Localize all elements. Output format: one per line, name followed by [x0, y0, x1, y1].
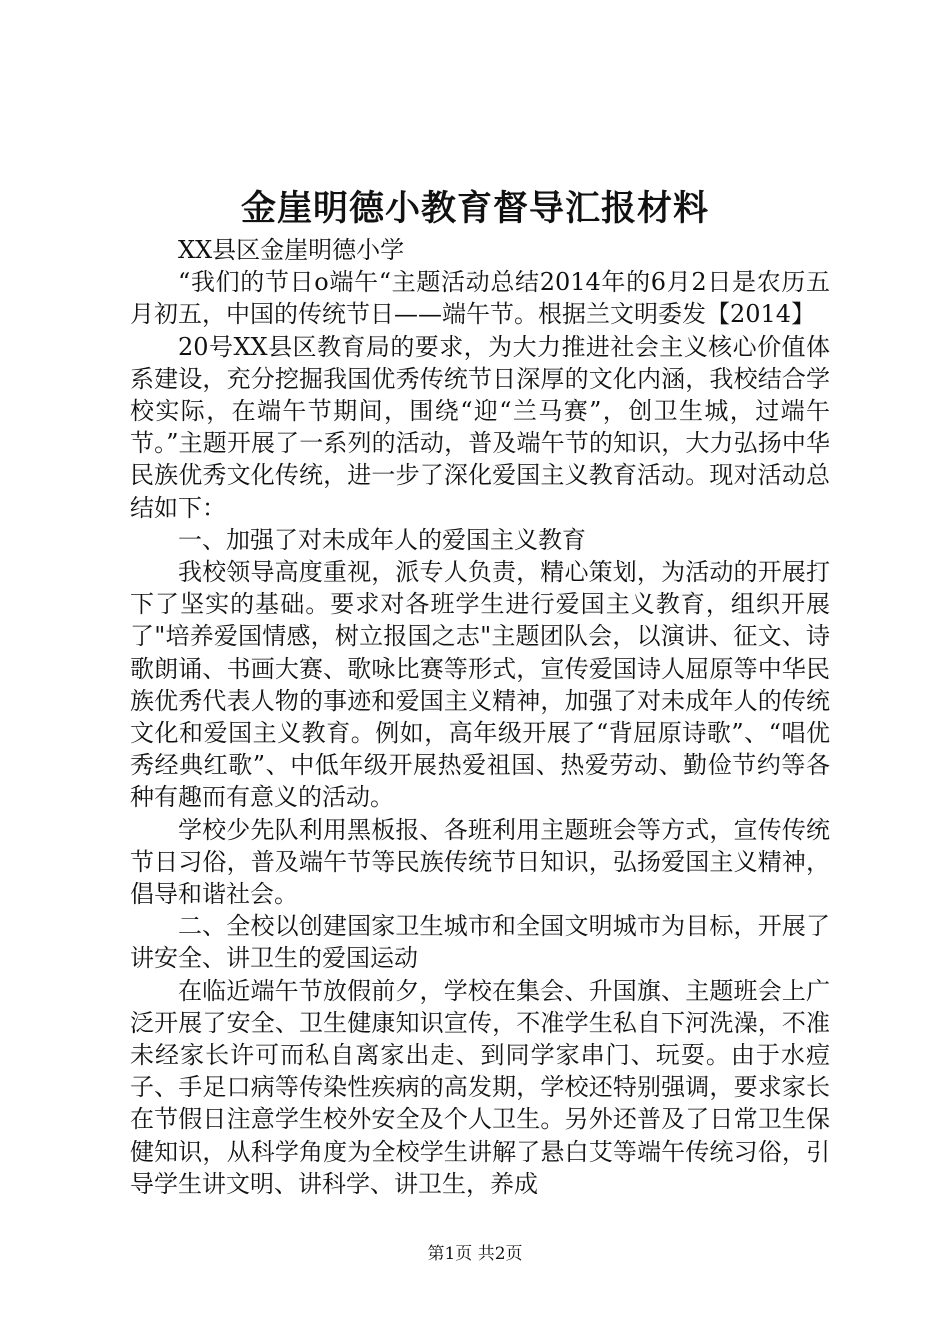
- paragraph-school-name: XX县区金崖明德小学: [178, 236, 405, 264]
- section-heading-1: 一、加强了对未成年人的爱国主义教育: [178, 525, 586, 554]
- paragraph-section-1-body: 我校领导高度重视，派专人负责，精心策划，为活动的开展打下了坚实的基础。要求对各班学生进行爱国主义教育，组织开展了"培养爱国情感，树立报国之志"主题团队会，以演讲、征文、诗歌朗诵、书画大赛、歌咏比赛等形式，宣传爱国诗人屈原等中华民族优秀代表人物的事迹和爱国主义精神，加强了对未成年人的传统文化和爱国主义教育。例如，高年级开展了“背屈原诗歌”、“唱优秀经典红歌”、中低年级开展热爱祖国、热爱劳动、勤俭节约等各种有趣而有意义的活动。: [130, 558, 830, 812]
- section-heading-2: 二、全校以创建国家卫生城市和全国文明城市为目标，开展了讲安全、讲卫生的爱国运动: [130, 912, 830, 973]
- paragraph-section-2-body: 在临近端午节放假前夕，学校在集会、升国旗、主题班会上广泛开展了安全、卫生健康知识宣传，不准学生私自下河洗澡，不准未经家长许可而私自离家出走、到同学家串门、玩耍。由于水痘子、手足口病等传染性疾病的高发期，学校还特别强调，要求家长在节假日注意学生校外安全及个人卫生。另外还普及了日常卫生保健知识，从科学角度为全校学生讲解了悬白艾等端午传统习俗，引导学生讲文明、讲科学、讲卫生，养成: [130, 976, 830, 1198]
- paragraph-intro: “我们的节日o端午“主题活动总结2014年的6月2日是农历五月初五，中国的传统节日——端午节。根据兰文明委发【2014】: [130, 268, 830, 329]
- paragraph-section-1-extra: 学校少先队利用黑板报、各班利用主题班会等方式，宣传传统节日习俗，普及端午节等民族传统节日知识，弘扬爱国主义精神，倡导和谐社会。: [130, 815, 830, 909]
- document-body: [130, 234, 830, 1200]
- document-title: 金崖明德小教育督导汇报材料: [240, 188, 709, 229]
- paragraph-background: 20号XX县区教育局的要求，为大力推进社会主义核心价值体系建设，充分挖掘我国优秀传统节日深厚的文化内涵，我校结合学校实际，在端午节期间，围绕“迎“兰马赛”，创卫生城，过端午节。”主题开展了一系列的活动，普及端午节的知识，大力弘扬中华民族优秀文化传统，进一步了深化爱国主义教育活动。现对活动总结如下：: [130, 332, 830, 522]
- page-number-footer: 第1页 共2页: [427, 1244, 523, 1264]
